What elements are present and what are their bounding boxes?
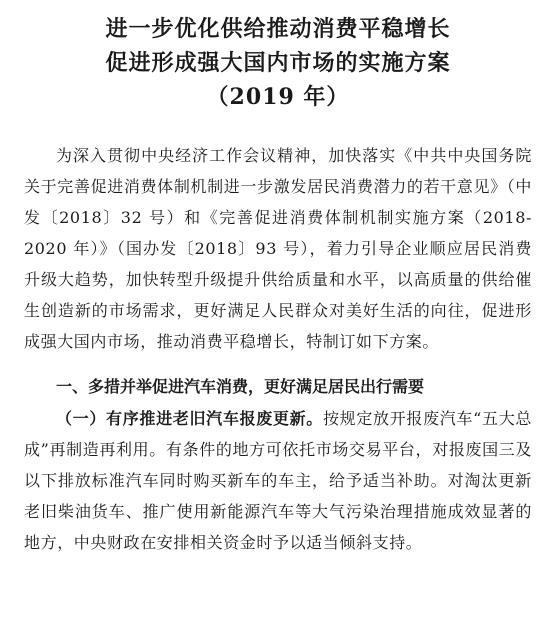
intro-paragraph: 为深入贯彻中央经济工作会议精神，加快落实《中共中央国务院关于完善促进消费体制机制进一步激发居民消费潜力的若干意见》（中发〔2018〕32 号）和《完善促进消费体制机制实施方案（2018-2020 年）》（国办发〔2018〕93 号），着力引导企业顺应居民消费升级大趋势，加快转型升级提升供给质量和水平，以高质量的供给催生创造新的市场需求，更好满足人民群众对美好生活的向往，促进形成强大国内市场，推动消费平稳增长，特制订如下方案。 (24, 146, 532, 351)
document-title-year: （2019 年） (206, 84, 350, 110)
document-title-line1: 进一步优化供给推动消费平稳增长 (105, 16, 451, 42)
section-heading: 一、多措并举促进汽车消费，更好满足居民出行需要 (56, 377, 425, 396)
document-title-line2: 促进形成强大国内市场的实施方案 (105, 50, 451, 76)
item-paragraph (24, 403, 532, 558)
item-body: 按规定放开报废汽车“五大总成”再制造再利用。有条件的地方可依托市场交易平台，对报废国三及以下排放标准汽车同时购买新车的车主，给予适当补助。对淘汰更新老旧柴油货车、推广使用新能源汽车等大气污染治理措施成效显著的地方，中央财政在安排相关资金时予以适当倾斜支持。 (24, 409, 532, 552)
item-lead: （一）有序推进老旧汽车报废更新。 (56, 409, 323, 428)
